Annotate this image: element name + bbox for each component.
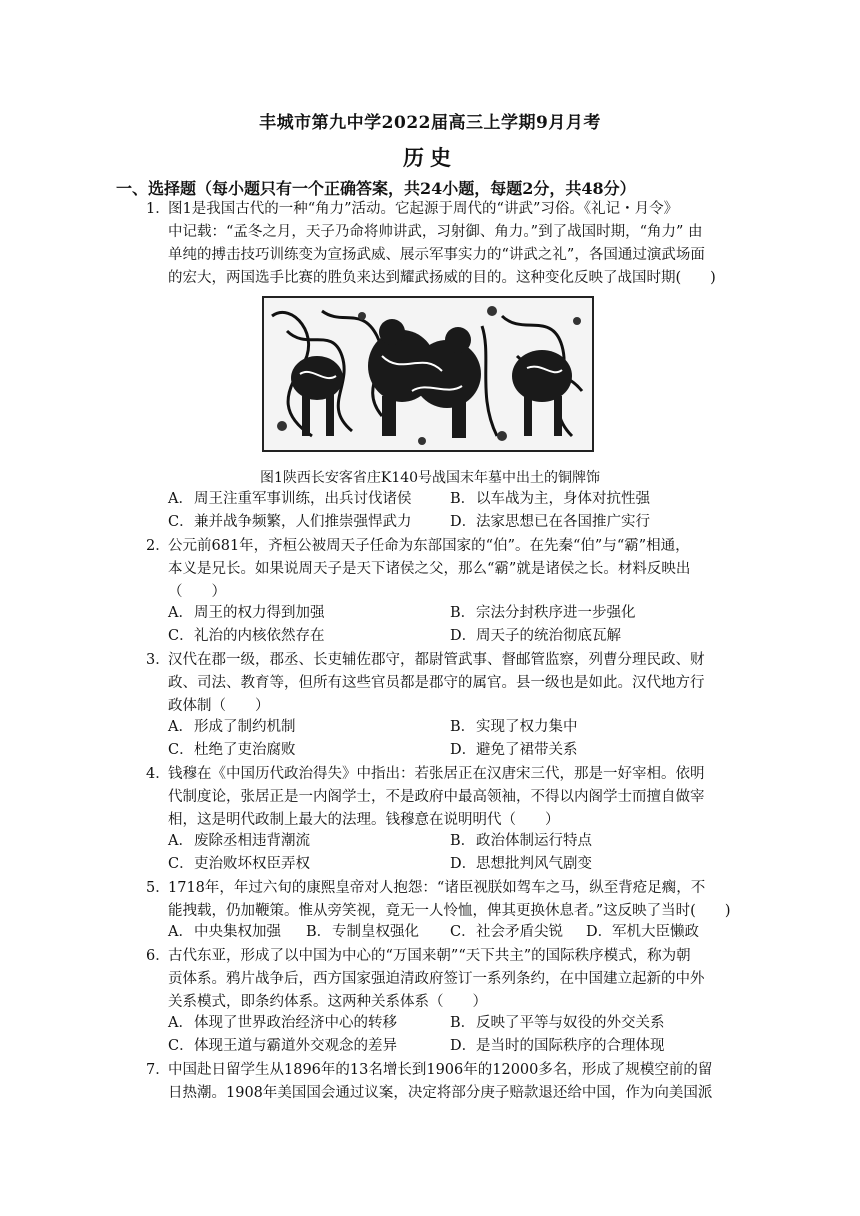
question-text-line: 中记载：“孟冬之月，天子乃命将帅讲武，习射御、角力。”到了战国时期，“角力” 由 — [168, 224, 703, 240]
question-text-line: 古代东亚，形成了以中国为中心的“万国来朝”“天下共主”的国际秩序模式，称为朝 — [168, 948, 691, 964]
option-a[interactable]: A．废除丞相违背潮流 — [168, 833, 310, 849]
option-c[interactable]: C．杜绝了吏治腐败 — [168, 742, 296, 758]
option-a[interactable]: A．周王的权力得到加强 — [168, 605, 325, 621]
question-text-line: 能拽载，仍加鞭策。惟从旁笑视，竟无一人怜恤，俾其更换休息者。”这反映了当时( ) — [168, 903, 731, 919]
question-text-line: 相，这是明代政制上最大的法理。钱穆意在说明明代（ ） — [168, 812, 560, 828]
option-c[interactable]: C．社会矛盾尖锐 — [450, 924, 563, 940]
option-d[interactable]: D．军机大臣懒政 — [586, 924, 699, 940]
option-d[interactable]: D．周天子的统治彻底瓦解 — [450, 628, 621, 644]
question-text-line: 贡体系。鸦片战争后，西方国家强迫清政府签订一系列条约，在中国建立起新的中外 — [168, 971, 705, 987]
question-text-line: 本义是兄长。如果说周天子是天下诸侯之父，那么“霸”就是诸侯之长。材料反映出 — [168, 561, 691, 577]
option-d[interactable]: D．思想批判风气剧变 — [450, 856, 592, 872]
question-number: 1． — [146, 201, 170, 217]
question-number: 4． — [146, 766, 170, 782]
question-text-line: （ ） — [168, 584, 226, 600]
option-c[interactable]: C．礼治的内核依然存在 — [168, 628, 325, 644]
exam-title: 丰城市第九中学2022届高三上学期9月月考 — [259, 113, 601, 133]
figure-caption: 图1陕西长安客省庄K140号战国末年墓中出土的铜牌饰 — [259, 470, 601, 486]
question-number: 6． — [146, 948, 170, 964]
question-text-line: 政、司法、教育等，但所有这些官员都是郡守的属官。县一级也是如此。汉代地方行 — [168, 675, 705, 691]
question-text-line: 中国赴日留学生从1896年的13名增长到1906年的12000多名，形成了规模空前的留 — [168, 1062, 713, 1078]
question-text-line: 代制度论，张居正是一内阁学士，不是政府中最高领袖，不得以内阁学士而擅自做宰 — [168, 789, 705, 805]
option-b[interactable]: B．实现了权力集中 — [450, 719, 578, 735]
section-heading: 一、选择题（每小题只有一个正确答案，共24小题，每题2分，共48分） — [116, 179, 636, 198]
question-number: 5． — [146, 880, 170, 896]
question-text-line: 1718年，年过六旬的康熙皇帝对人抱怨：“诸臣视朕如驾车之马，纵至背疮足瘸，不 — [168, 880, 706, 896]
option-b[interactable]: B．以车战为主，身体对抗性强 — [450, 491, 650, 507]
option-b[interactable]: B．反映了平等与奴役的外交关系 — [450, 1015, 665, 1031]
question-number: 3． — [146, 652, 170, 668]
option-d[interactable]: D．是当时的国际秩序的合理体现 — [450, 1038, 665, 1054]
question-text-line: 图1是我国古代的一种“角力”活动。它起源于周代的“讲武”习俗。《礼记・月令》 — [168, 201, 679, 217]
question-text-line: 公元前681年，齐桓公被周天子任命为东部国家的“伯”。在先秦“伯”与“霸”相通， — [168, 538, 690, 554]
question-text-line: 钱穆在《中国历代政治得失》中指出：若张居正在汉唐宋三代，那是一好宰相。依明 — [168, 766, 705, 782]
question-text-line: 关系模式，即条约体系。这两种关系体系（ ） — [168, 994, 487, 1010]
option-c[interactable]: C．吏治败坏权臣弄权 — [168, 856, 310, 872]
question-text-line: 政体制（ ） — [168, 698, 270, 714]
option-a[interactable]: A．形成了制约机制 — [168, 719, 296, 735]
question-number: 7． — [146, 1062, 170, 1078]
question-text-line: 日热潮。1908年美国国会通过议案，决定将部分庚子赔款退还给中国，作为向美国派 — [168, 1085, 713, 1101]
bronze-plaque-figure — [262, 296, 594, 452]
question-text-line: 的宏大，两国选手比赛的胜负来达到耀武扬威的目的。这种变化反映了战国时期( ) — [168, 270, 716, 286]
option-b[interactable]: B．政治体制运行特点 — [450, 833, 592, 849]
option-a[interactable]: A．中央集权加强 — [168, 924, 281, 940]
subject-title: 历史 — [403, 145, 457, 170]
option-b[interactable]: B．专制皇权强化 — [306, 924, 419, 940]
option-d[interactable]: D．避免了裙带关系 — [450, 742, 578, 758]
option-b[interactable]: B．宗法分封秩序进一步强化 — [450, 605, 636, 621]
option-d[interactable]: D．法家思想已在各国推广实行 — [450, 514, 650, 530]
option-a[interactable]: A．周王注重军事训练，出兵讨伐诸侯 — [168, 491, 412, 507]
option-c[interactable]: C．兼并战争频繁，人们推崇强悍武力 — [168, 514, 412, 530]
question-text-line: 汉代在郡一级，郡丞、长吏辅佐郡守，都尉管武事、督邮管监察，列曹分理民政、财 — [168, 652, 705, 668]
option-a[interactable]: A．体现了世界政治经济中心的转移 — [168, 1015, 397, 1031]
question-number: 2． — [146, 538, 170, 554]
option-c[interactable]: C．体现王道与霸道外交观念的差异 — [168, 1038, 397, 1054]
question-text-line: 单纯的搏击技巧训练变为宣扬武威、展示军事实力的“讲武之礼”，各国通过演武场面 — [168, 247, 705, 263]
